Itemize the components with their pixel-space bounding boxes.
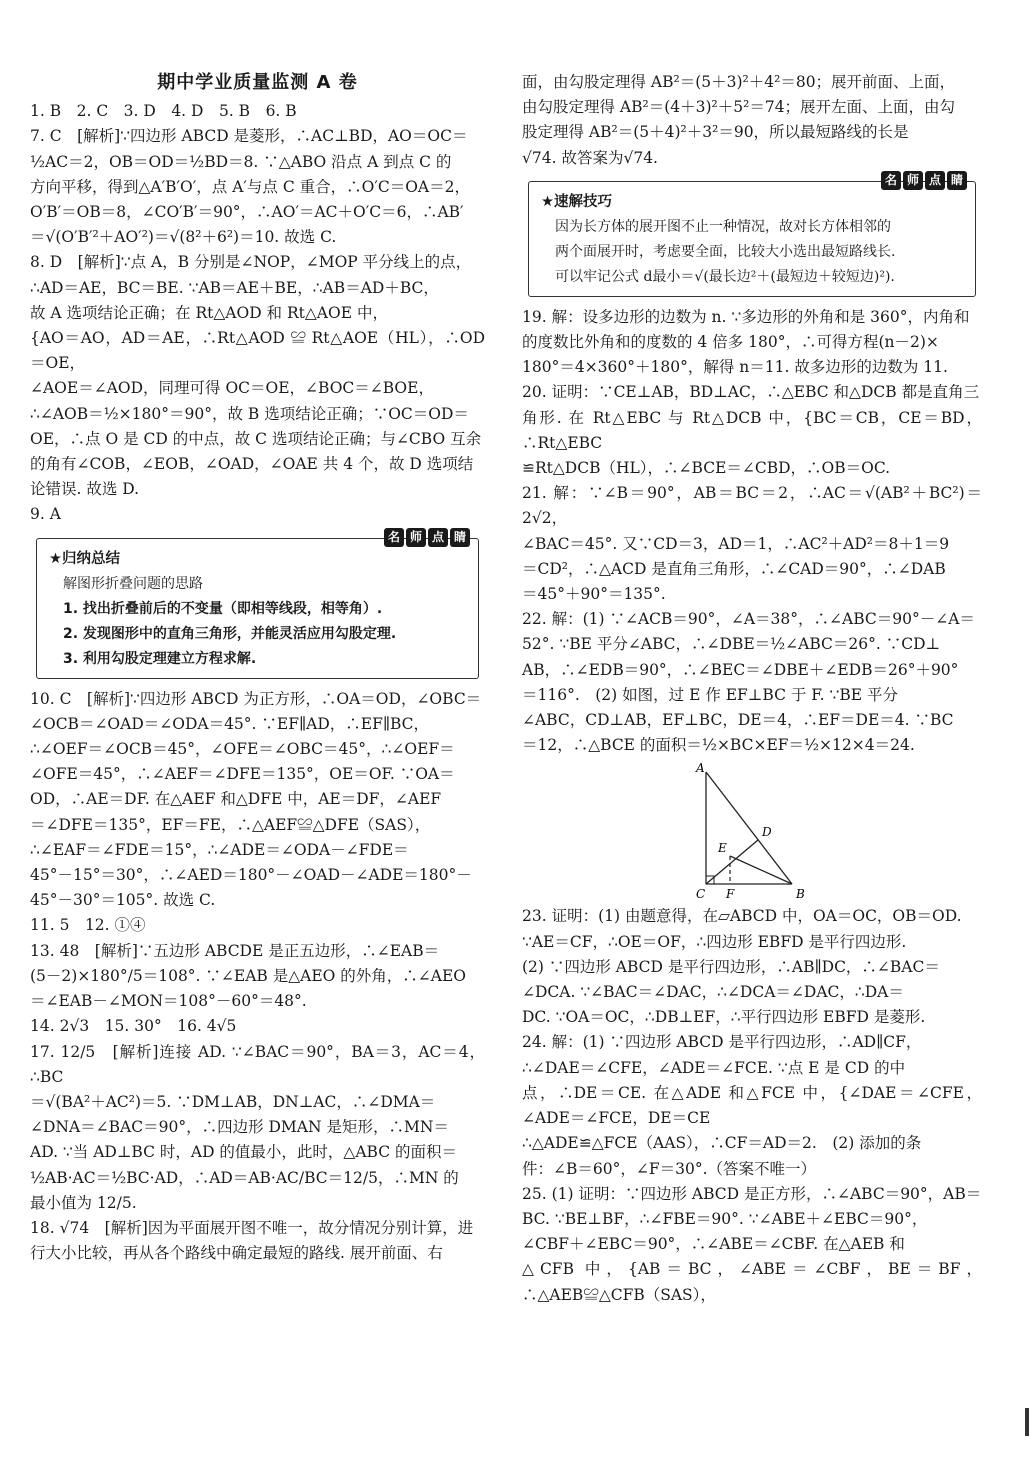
teacher-tip-badge: 名 师 点 睛 <box>881 171 967 190</box>
tip-title: ★归纳总结 <box>49 550 120 567</box>
tip-title: ★速解技巧 <box>541 193 612 210</box>
label-e: E <box>718 841 727 856</box>
solution-7: 7. C [解析]∵四边形 ABCD 是菱形，∴AC⊥BD，AO＝OC＝ ½AC＝2，OB＝OD＝½BD＝8. ∵△ABO 沿点 A 到点 C 的 方向平移，得到△A′B′O′，点 A′与点 C 重合，∴O′C＝OA＝2， O′B′＝OB＝8，∠CO′B′＝90°，∴AO′＝AC＋O′C＝6，∴AB′ ＝√(O′B′²＋AO′²)＝√(8²＋6²)＝10. 故选 C. <box>30 127 470 247</box>
triangle-figure <box>522 762 982 902</box>
answer-9: 9. A <box>30 505 61 524</box>
solution-13: 13. 48 [解析]∵五边形 ABCDE 是正五边形，∴∠EAB＝ (5－2)×180°/5＝108°. ∵∠EAB 是△AEO 的外角，∴∠AEO ＝∠EAB－∠MON＝108°－60°＝48°. <box>30 941 466 1011</box>
left-column <box>30 70 485 1266</box>
segment-ab <box>706 772 792 884</box>
right-column <box>522 70 982 1308</box>
tip-box-speed: 名 师 点 睛 ★速解技巧 因为长方体的展开图不止一种情况，故对长方体相邻的 两个面展开时，考虑要全面，比较大小选出最短路线长. 可以牢记公式 d最小＝√(最长边²＋(最短边＋较短边)²). <box>528 181 976 297</box>
solution-17: 17. 12/5 [解析]连接 AD. ∵∠BAC＝90°，BA＝3，AC＝4，∴BC ＝√(BA²＋AC²)＝5. ∵DM⊥AB，DN⊥AC，∴∠DMA＝ ∠DNA＝∠BAC＝90°，∴四边形 DMAN 是矩形，∴MN＝ AD. ∵当 AD⊥BC 时，AD 的值最小，此时，△ABC 的面积＝ ½AB·AC＝½BC·AD，∴AD＝AB·AC/BC＝12/5，∴MN 的 最小值为 12/5. <box>30 1042 485 1212</box>
answers-14-16: 14. 2√3 15. 30° 16. 4√5 <box>30 1017 237 1036</box>
solution-24: 24. 解：(1) ∵四边形 ABCD 是平行四边形，∴AD∥CF， ∴∠DAE＝∠CFE，∠ADE＝∠FCE. ∵点 E 是 CD 的中 点，∴DE＝CE. 在△ADE 和△FCE 中，{∠DAE＝∠CFE，∠ADE＝∠FCE，DE＝CE ∴△ADE≌△FCE（AAS），∴CF＝AD＝2. (2) 添加的条 件：∠B＝60°，∠F＝30°.（答案不唯一） <box>522 1033 982 1178</box>
solution-23: 23. 证明：(1) 由题意得，在▱ABCD 中，OA＝OC，OB＝OD. ∵AE＝CF，∴OE＝OF，∴四边形 EBFD 是平行四边形. (2) ∵四边形 ABCD 是平行四边形，∴AB∥DC，∴∠BAC＝ ∠DCA. ∵∠BAC＝∠DAC，∴∠DCA＝∠DAC，∴DA＝ DC. ∵OA＝OC，∴DB⊥EF，∴平行四边形 EBFD 是菱形. <box>522 907 962 1027</box>
label-a: A <box>696 762 705 776</box>
solution-10: 10. C [解析]∵四边形 ABCD 为正方形，∴OA＝OD，∠OBC＝ ∠OCB＝∠OAD＝∠ODA＝45°. ∵EF∥AD，∴EF∥BC， ∴∠OEF＝∠OCB＝45°，∠OFE＝∠OBC＝45°，∴∠OEF＝ ∠OFE＝45°，∴∠AEF＝∠DFE＝135°，OE＝OF. ∵OA＝ OD，∴AE＝DF. 在△AEF 和△DFE 中，AE＝DF，∠AEF ＝∠DFE＝135°，EF＝FE，∴△AEF≌△DFE（SAS）， ∴∠EAF＝∠FDE＝15°，∴∠ADE＝∠ODA－∠FDE＝ 45°－15°＝30°，∴∠AED＝180°－∠OAD－∠ADE＝180°－ 45°－30°＝105°. 故选 C. <box>30 689 482 910</box>
solution-22: 22. 解：(1) ∵∠ACB＝90°，∠A＝38°，∴∠ABC＝90°－∠A＝ 52°. ∵BE 平分∠ABC，∴∠DBE＝½∠ABC＝26°. ∵CD⊥ AB，∴∠EDB＝90°，∴∠BEC＝∠DBE＋∠EDB＝26°＋90° ＝116°. (2) 如图，过 E 作 EF⊥BC 于 F. ∵BE 平分 ∠ABC，CD⊥AB，EF⊥BC，DE＝4，∴EF＝DE＝4. ∵BC ＝12，∴△BCE 的面积＝½×BC×EF＝½×12×4＝24. <box>522 610 975 755</box>
solution-8: 8. D [解析]∵点 A，B 分别是∠NOP，∠MOP 平分线上的点， ∴AD＝AE，BC＝BE. ∵AB＝AE＋BE，∴AB＝AD＋BC， 故 A 选项结论正确；在 Rt△AOD 和 Rt△AOE 中， {AO＝AO，AD＝AE，∴Rt△AOD ≌ Rt△AOE（HL），∴OD＝OE， ∠AOE＝∠AOD，同理可得 OC＝OE，∠BOC＝∠BOE， ∴∠AOB＝½×180°＝90°，故 B 选项结论正确；∵OC＝OD＝ OE，∴点 O 是 CD 的中点，故 C 选项结论正确；与∠CBO 互余 的角有∠COB，∠EOB，∠OAD，∠OAE 共 4 个，故 D 选项结 论错误. 故选 D. <box>30 253 485 499</box>
solution-25: 25. (1) 证明：∵四边形 ABCD 是正方形，∴∠ABC＝90°，AB＝ BC. ∵BE⊥BF，∴∠FBE＝90°. ∵∠ABE＋∠EBC＝90°， ∠CBF＋∠EBC＝90°，∴∠ABE＝∠CBF. 在△AEB 和 △CFB 中，{AB＝BC，∠ABE＝∠CBF，BE＝BF，∴△AEB≌△CFB（SAS）， <box>522 1184 982 1304</box>
teacher-tip-badge: 名 师 点 睛 <box>384 528 470 547</box>
page-edge-mark <box>1025 1408 1029 1436</box>
label-b: B <box>796 887 805 902</box>
segment-be <box>730 856 792 884</box>
page-title: 期中学业质量监测 A 卷 <box>157 72 358 93</box>
solution-18-cont: 面，由勾股定理得 AB²＝(5＋3)²＋4²＝80；展开前面、上面， 由勾股定理得 AB²＝(4＋3)²＋5²＝74；展开左面、上面，由勾 股定理得 AB²＝(5＋4)²＋3²＝90，所以最短路线的长是 √74. 故答案为√74. <box>522 73 956 167</box>
answers-1-6: 1. B 2. C 3. D 4. D 5. B 6. B <box>30 102 297 121</box>
tip-box-summary: 名 师 点 睛 ★归纳总结 解图形折叠问题的思路 1. 找出折叠前后的不变量（即相等线段，相等角）. 2. 发现图形中的直角三角形，并能灵活应用勾股定理. 3. 利用勾股定理建立方程求解. <box>36 538 479 679</box>
solution-20: 20. 证明：∵CE⊥AB，BD⊥AC，∴△EBC 和△DCB 都是直角三 角形. 在 Rt△EBC 与 Rt△DCB 中，{BC＝CB，CE＝BD，∴Rt△EBC ≌Rt△DCB（HL），∴∠BCE＝∠CBD，∴OB＝OC. <box>522 383 982 478</box>
label-d: D <box>762 825 772 840</box>
label-f: F <box>726 887 735 902</box>
solution-21: 21. 解：∵∠B＝90°，AB＝BC＝2，∴AC＝√(AB²＋BC²)＝2√2， ∠BAC＝45°. 又∵CD＝3，AD＝1，∴AC²＋AD²＝8＋1＝9 ＝CD²，∴△ACD 是直角三角形，∴∠CAD＝90°，∴∠DAB ＝45°＋90°＝135°. <box>522 484 982 604</box>
solution-19: 19. 解：设多边形的边数为 n. ∵多边形的外角和是 360°，内角和 的度数比外角和的度数的 4 倍多 180°，∴可得方程(n－2)× 180°＝4×360°＋180°，解得 n＝11. 故多边形的边数为 11. <box>522 307 970 377</box>
triangle-diagram <box>682 762 822 902</box>
answers-11-12: 11. 5 12. ①④ <box>30 916 146 935</box>
label-c: C <box>696 887 706 902</box>
solution-18-start: 18. √74 [解析]因为平面展开图不唯一，故分情况分别计算，进 行大小比较，再从各个路线中确定最短的路线. 展开前面、右 <box>30 1218 474 1263</box>
